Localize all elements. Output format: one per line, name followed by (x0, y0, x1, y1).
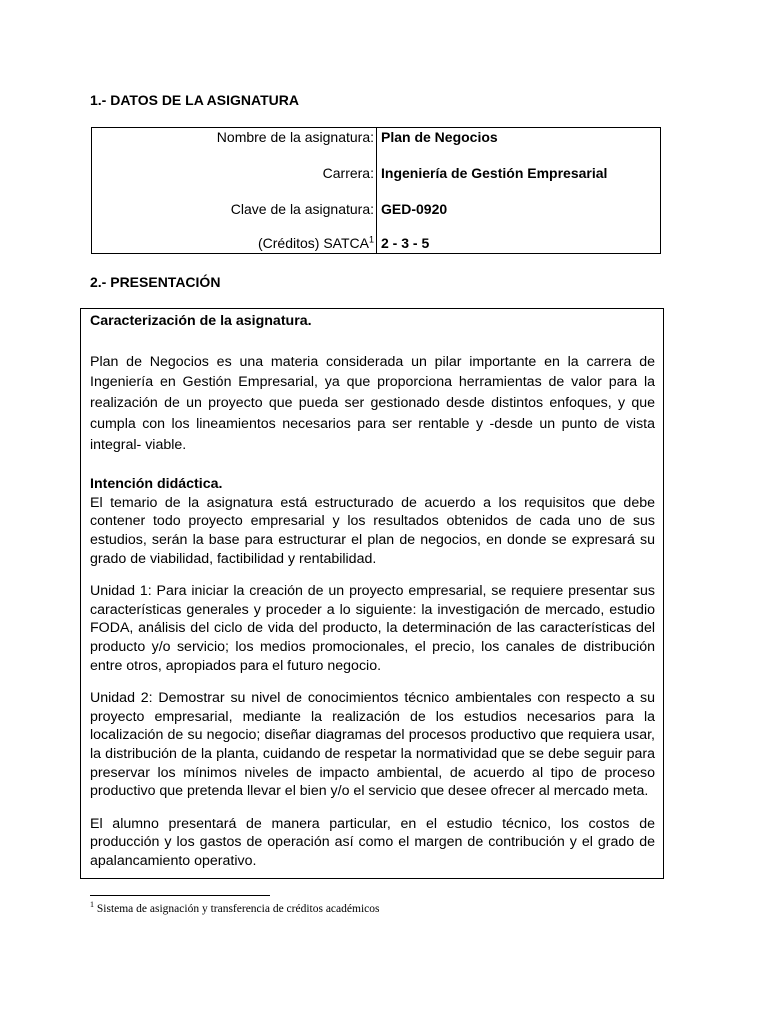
footnote-text: Sistema de asignación y transferencia de créditos académicos (96, 903, 380, 915)
satca-label-text: (Créditos) SATCA (258, 235, 369, 251)
unidad1-paragraph: Unidad 1: Para iniciar la creación de un proyecto empresarial, se requiere presentar sus características generales y proceder a lo siguiente: la investigación de mercado, estudio FODA, análisis del ciclo de vida del producto, la determinación de las características del producto y/o servicio; los medios promocionales, el precio, los canales de distribución entre otros, apropiados para el futuro negocio. (90, 583, 655, 674)
section-heading-presentacion: 2.- PRESENTACIÓN (90, 274, 221, 290)
table-row (92, 234, 660, 252)
alumno-paragraph: El alumno presentará de manera particular, en el estudio técnico, los costos de producción y los gastos de operación así como el margen de contribución y el grado de apalancamiento operativo. (90, 815, 655, 869)
intencion-title: Intención didáctica. (90, 476, 223, 493)
datos-table (91, 127, 661, 254)
table-row (92, 200, 660, 218)
row-label-clave: Clave de la asignatura: (230, 201, 374, 217)
row-value-carrera: Ingeniería de Gestión Empresarial (381, 165, 608, 181)
unidad2-paragraph: Unidad 2: Demostrar su nivel de conocimientos técnico ambientales con respecto a su proyecto empresarial, mediante la realización de los estudios necesarios para la localización de su negocio; diseñar diagramas del procesos productivo que requiera usar, la distribución de la planta, cuidando de respetar la normatividad que se debe seguir para preservar los mínimos niveles de impacto ambiental, de acuerdo al tipo de proceso productivo que pretenda llevar el bien y/o el servicio que desee ofrecer al mercado meta. (90, 690, 655, 800)
row-label-carrera: Carrera: (322, 165, 374, 181)
row-value-nombre: Plan de Negocios (381, 129, 498, 145)
footnote (90, 902, 379, 916)
section-heading-datos: 1.- DATOS DE LA ASIGNATURA (90, 92, 299, 108)
row-label-satca (258, 234, 374, 252)
footnote-rule (90, 895, 270, 896)
presentacion-box (80, 308, 664, 879)
caracterizacion-paragraph: Plan de Negocios es una materia considerada un pilar importante en la carrera de Ingeniería en Gestión Empresarial, ya que proporciona herramientas de valor para la realización de un proyecto que pueda ser gestionado desde distintos enfoques, y que cumpla con los lineamientos necesarios para ser rentable y -desde un punto de vista integral- viable. (90, 353, 655, 453)
table-row (92, 164, 660, 182)
row-label-nombre: Nombre de la asignatura: (216, 129, 374, 145)
row-value-satca: 2 - 3 - 5 (381, 235, 430, 251)
footnote-number: 1 (90, 900, 94, 910)
footnote-ref: 1 (368, 234, 374, 245)
row-value-clave: GED-0920 (381, 201, 448, 217)
caracterizacion-title: Caracterización de la asignatura. (90, 313, 312, 329)
table-row (92, 128, 660, 146)
intencion-paragraph: El temario de la asignatura está estructurado de acuerdo a los requisitos que debe contener todo proyecto empresarial y los resultados obtenidos de cada uno de sus estudios, serán la base para estructurar el plan de negocios, en donde se expresará su grado de viabilidad, factibilidad y rentabilidad. (90, 494, 655, 567)
